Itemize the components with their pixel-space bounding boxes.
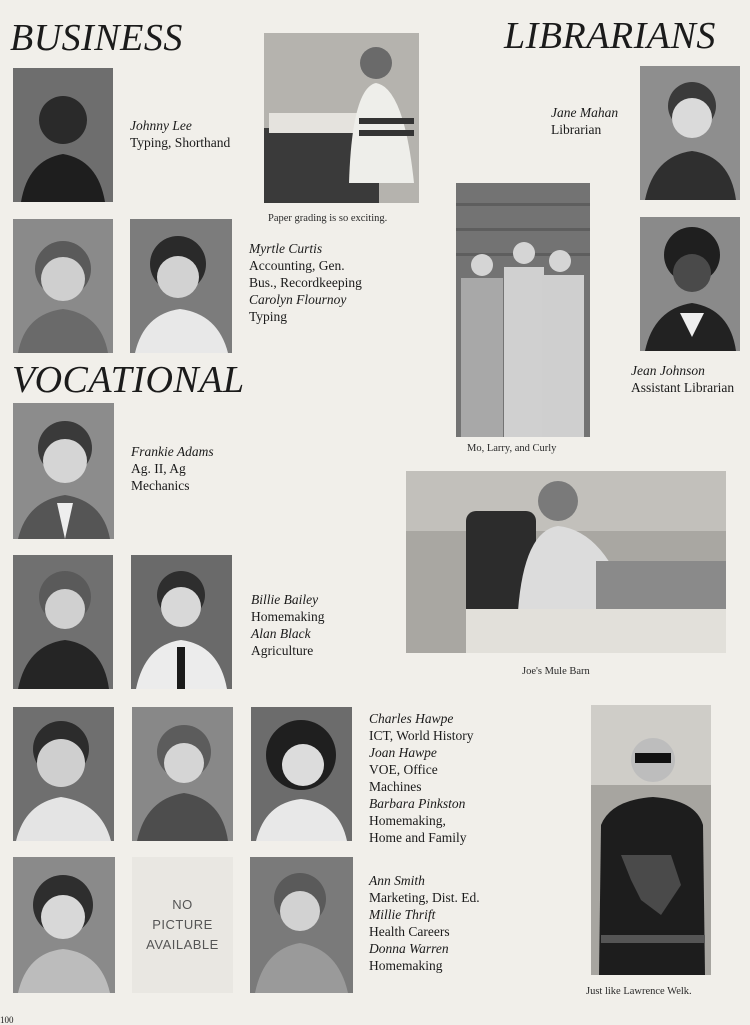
caption-smith-thrift-warren: Ann Smith Marketing, Dist. Ed. Millie Thrift Health Careers Donna Warren Homemaking bbox=[369, 873, 480, 973]
caption-jean-johnson: Jean Johnson Assistant Librarian bbox=[631, 363, 735, 395]
caption-jane-mahan: Jane Mahan Librarian bbox=[551, 105, 619, 137]
librarians-heading: LIBRARIANS bbox=[504, 15, 716, 57]
photo-lawrence-welk bbox=[591, 705, 711, 975]
caption-mo-larry-curly: Mo, Larry, and Curly bbox=[467, 443, 557, 454]
business-heading: BUSINESS bbox=[10, 17, 183, 59]
portrait-jean-johnson bbox=[640, 217, 740, 351]
photo-mo-larry-curly bbox=[456, 183, 590, 437]
photo-joes-mule-barn bbox=[406, 471, 726, 653]
portrait-myrtle-curtis bbox=[13, 219, 113, 353]
photo-paper-grading bbox=[264, 33, 419, 203]
caption-paper-grading: Paper grading is so exciting. bbox=[268, 213, 388, 224]
vocational-heading: VOCATIONAL bbox=[12, 359, 245, 401]
caption-hawpe-pinkston: Charles Hawpe ICT, World History Joan Hawpe VOE, Office Machines Barbara Pinkston Homemaking, Home and Family bbox=[369, 711, 474, 845]
portrait-barbara-pinkston bbox=[251, 707, 352, 841]
portrait-joan-hawpe bbox=[132, 707, 233, 841]
portrait-carolyn-flournoy bbox=[130, 219, 232, 353]
portrait-charles-hawpe bbox=[13, 707, 114, 841]
caption-curtis-flournoy: Myrtle Curtis Accounting, Gen. Bus., Recordkeeping Carolyn Flournoy Typing bbox=[249, 241, 362, 324]
caption-frankie-adams: Frankie Adams Ag. II, Ag Mechanics bbox=[131, 444, 214, 493]
caption-joes-mule-barn: Joe's Mule Barn bbox=[522, 666, 590, 677]
portrait-johnny-lee bbox=[13, 68, 113, 202]
portrait-alan-black bbox=[131, 555, 232, 689]
portrait-ann-smith bbox=[13, 857, 115, 993]
caption-johnny-lee: Johnny Lee Typing, Shorthand bbox=[130, 118, 231, 150]
no-picture-placeholder: NO PICTURE AVAILABLE bbox=[132, 857, 233, 993]
portrait-frankie-adams bbox=[13, 403, 114, 539]
page-number: 100 bbox=[0, 1015, 14, 1025]
portrait-billie-bailey bbox=[13, 555, 113, 689]
caption-lawrence-welk: Just like Lawrence Welk. bbox=[586, 986, 692, 997]
portrait-donna-warren bbox=[250, 857, 353, 993]
caption-bailey-black: Billie Bailey Homemaking Alan Black Agriculture bbox=[251, 592, 325, 658]
portrait-jane-mahan bbox=[640, 66, 740, 200]
